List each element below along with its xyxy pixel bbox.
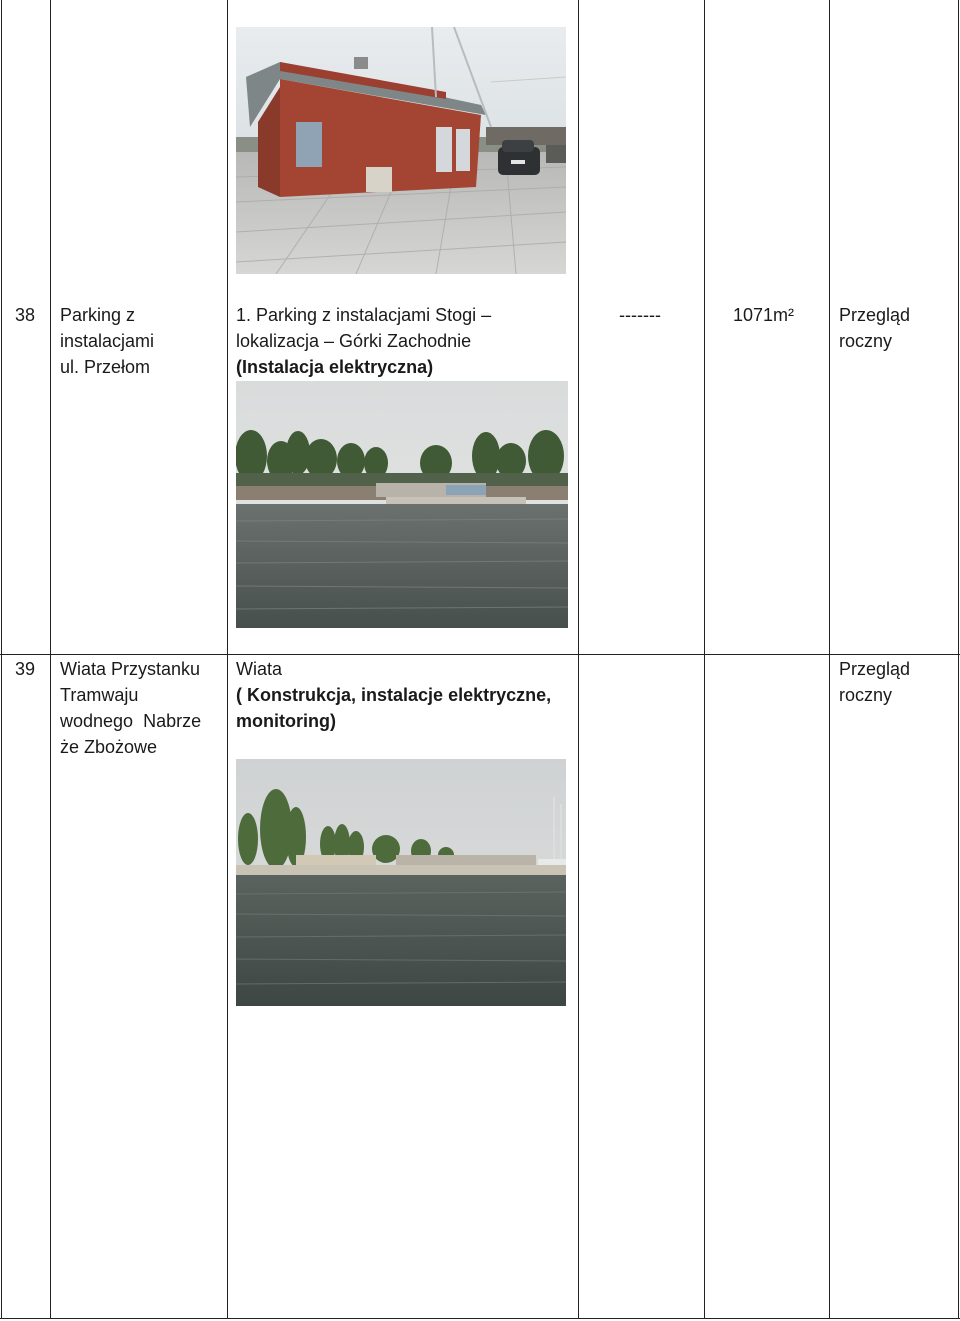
row-39-inspection-line-1: Przegląd bbox=[839, 659, 911, 679]
row-39-name-line-3: wodnego Nabrze bbox=[60, 711, 202, 731]
row-38-inspection-line-2: roczny bbox=[839, 331, 893, 351]
row-39-name-line-4: że Zbożowe bbox=[60, 737, 158, 757]
row-38-inspection-line-1: Przegląd bbox=[839, 305, 911, 325]
row-38-name-line-1: Parking z bbox=[60, 305, 136, 325]
row-38-name-line-3: ul. Przełom bbox=[60, 357, 151, 377]
row-39-name-line-1: Wiata Przystanku bbox=[60, 659, 201, 679]
row-39-number: 39 bbox=[15, 659, 36, 679]
row-39-name-line-2: Tramwaju bbox=[60, 685, 139, 705]
table-col-divider-1 bbox=[50, 0, 51, 1319]
row-39-description-line-1: Wiata bbox=[236, 659, 283, 679]
row-38-description-line-2: lokalizacja – Górki Zachodnie bbox=[236, 331, 472, 351]
row-39-description-line-2: ( Konstrukcja, instalacje elektryczne, bbox=[236, 685, 552, 705]
table-col-divider-4 bbox=[704, 0, 705, 1319]
waterfront-stop-photo bbox=[236, 381, 568, 628]
row-39-description-line-3: monitoring) bbox=[236, 711, 336, 731]
table-col-divider-2 bbox=[227, 0, 228, 1319]
table-border-right bbox=[958, 0, 959, 1319]
table-border-bottom bbox=[0, 1318, 960, 1319]
row-38-col4-value: ------- bbox=[619, 305, 661, 325]
table-col-divider-5 bbox=[829, 0, 830, 1319]
row-divider-38-39 bbox=[0, 654, 960, 655]
row-38-number: 38 bbox=[15, 305, 36, 325]
building-parking-photo bbox=[236, 27, 566, 274]
row-38-name-line-2: instalacjami bbox=[60, 331, 155, 351]
row-38-area: 1071m² bbox=[733, 305, 795, 325]
row-38-description-line-3: (Instalacja elektryczna) bbox=[236, 357, 434, 377]
table-col-divider-3 bbox=[578, 0, 579, 1319]
table-border-left bbox=[1, 0, 2, 1319]
quay-river-photo bbox=[236, 759, 566, 1006]
row-39-inspection-line-2: roczny bbox=[839, 685, 893, 705]
row-38-description-line-1: 1. Parking z instalacjami Stogi – bbox=[236, 305, 492, 325]
